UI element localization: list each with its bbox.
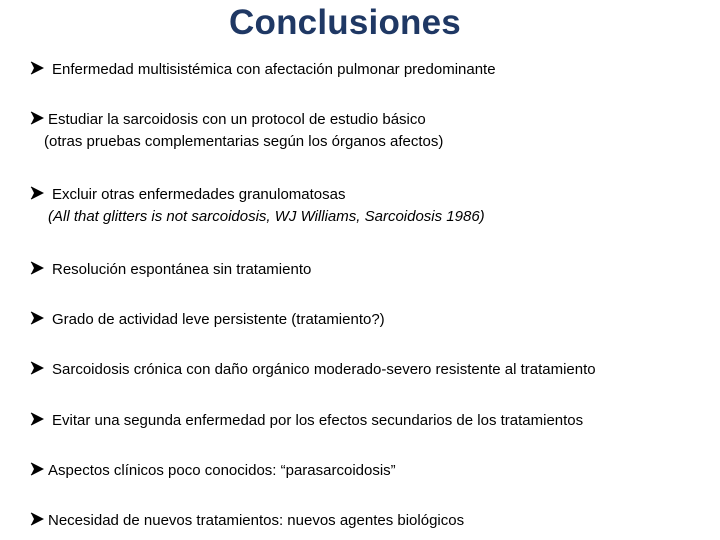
bullet-text: Resolución espontánea sin tratamiento xyxy=(52,261,312,278)
bullet-text: Necesidad de nuevos tratamientos: nuevos agentes biológicos xyxy=(48,512,465,529)
bullet-item xyxy=(30,359,596,381)
arrow-bullet-icon xyxy=(30,61,44,75)
arrow-bullet-icon xyxy=(30,186,44,200)
bullet-item xyxy=(30,59,496,81)
bullet-item xyxy=(30,109,443,153)
bullet-text: Estudiar la sarcoidosis con un protocol de estudio básico xyxy=(48,111,426,128)
bullet-text: Enfermedad multisistémica con afectación pulmonar predominante xyxy=(52,61,496,78)
arrow-bullet-icon xyxy=(30,311,44,325)
arrow-bullet-icon xyxy=(30,111,44,125)
arrow-bullet-icon xyxy=(30,512,44,526)
arrow-bullet-icon xyxy=(30,261,44,275)
bullet-item xyxy=(30,259,311,281)
bullet-text: Aspectos clínicos poco conocidos: “parasarcoidosis” xyxy=(48,462,396,479)
arrow-bullet-icon xyxy=(30,361,44,375)
bullet-subtext: (otras pruebas complementarias según los órganos afectos) xyxy=(44,133,444,150)
bullet-text: Grado de actividad leve persistente (tratamiento?) xyxy=(52,311,385,328)
bullet-item xyxy=(30,309,385,331)
bullet-item xyxy=(30,510,464,532)
arrow-bullet-icon xyxy=(30,412,44,426)
bullet-item xyxy=(30,184,485,228)
bullet-item xyxy=(30,410,583,432)
bullet-subtext: (All that glitters is not sarcoidosis, WJ Williams, Sarcoidosis 1986) xyxy=(48,208,485,225)
bullet-item xyxy=(30,460,396,482)
arrow-bullet-icon xyxy=(30,462,44,476)
bullet-text: Sarcoidosis crónica con daño orgánico moderado-severo resistente al tratamiento xyxy=(52,361,596,378)
slide-title: Conclusiones xyxy=(229,3,461,42)
bullet-text: Evitar una segunda enfermedad por los efectos secundarios de los tratamientos xyxy=(52,412,584,429)
bullet-text: Excluir otras enfermedades granulomatosas xyxy=(52,186,346,203)
